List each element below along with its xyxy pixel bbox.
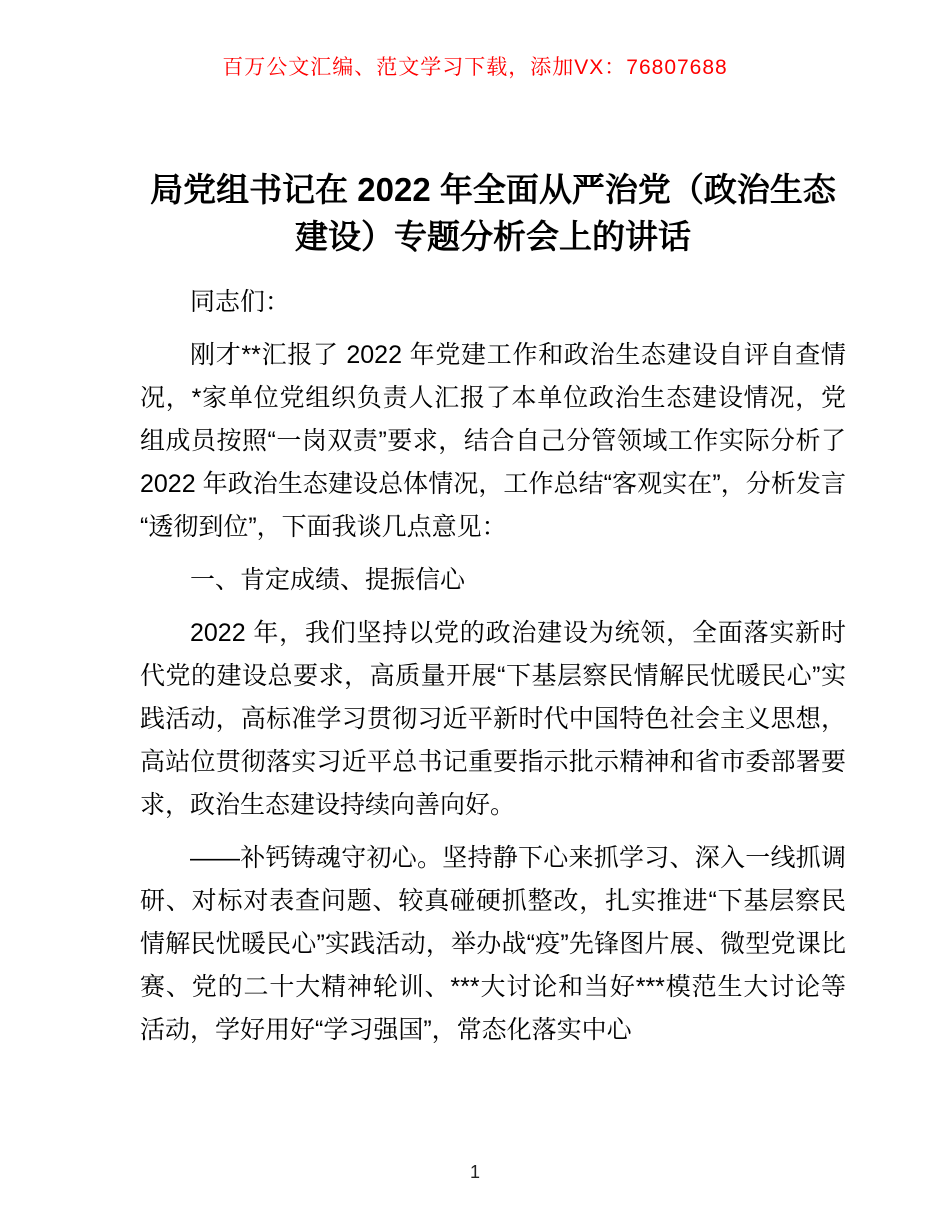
paragraph: 同志们： (190, 288, 291, 316)
paragraph: ——补钙铸魂守初心。坚持静下心来抓学习、深入一线抓调研、对标对表查问题、较真碰硬抓整改，扎实推进“下基层察民情解民忧暖民心”实践活动，举办战“疫”先锋图片展、微型党课比赛、党的二十大精神轮训、***大讨论和当好***模范生大讨论等活动，学好用好“学习强国”，常态化落实中心 (140, 844, 846, 1044)
document-body (140, 281, 846, 1052)
paragraph: 刚才**汇报了 2022 年党建工作和政治生态建设自评自查情况，*家单位党组织负责人汇报了本单位政治生态建设情况，党组成员按照“一岗双责”要求，结合自己分管领域工作实际分析了 2022 年政治生态建设总体情况，工作总结“客观实在”，分析发言“透彻到位”，下面我谈几点意见： (140, 341, 846, 541)
document-title (140, 166, 846, 260)
watermark-notice: 百万公文汇编、范文学习下载，添加VX：76807688 (222, 56, 728, 79)
document-title-line2: 建设）专题分析会上的讲话 (295, 218, 691, 255)
document-title-line1: 局党组书记在 2022 年全面从严治党（政治生态 (150, 171, 836, 208)
page-number: 1 (469, 1162, 480, 1182)
paragraph: 一、肯定成绩、提振信心 (190, 566, 466, 594)
document-content (140, 166, 846, 1052)
paragraph: 2022 年，我们坚持以党的政治建设为统领，全面落实新时代党的建设总要求，高质量开展“下基层察民情解民忧暖民心”实践活动，高标准学习贯彻习近平新时代中国特色社会主义思想，高站位贯彻落实习近平总书记重要指示批示精神和省市委部署要求，政治生态建设持续向善向好。 (140, 619, 846, 819)
